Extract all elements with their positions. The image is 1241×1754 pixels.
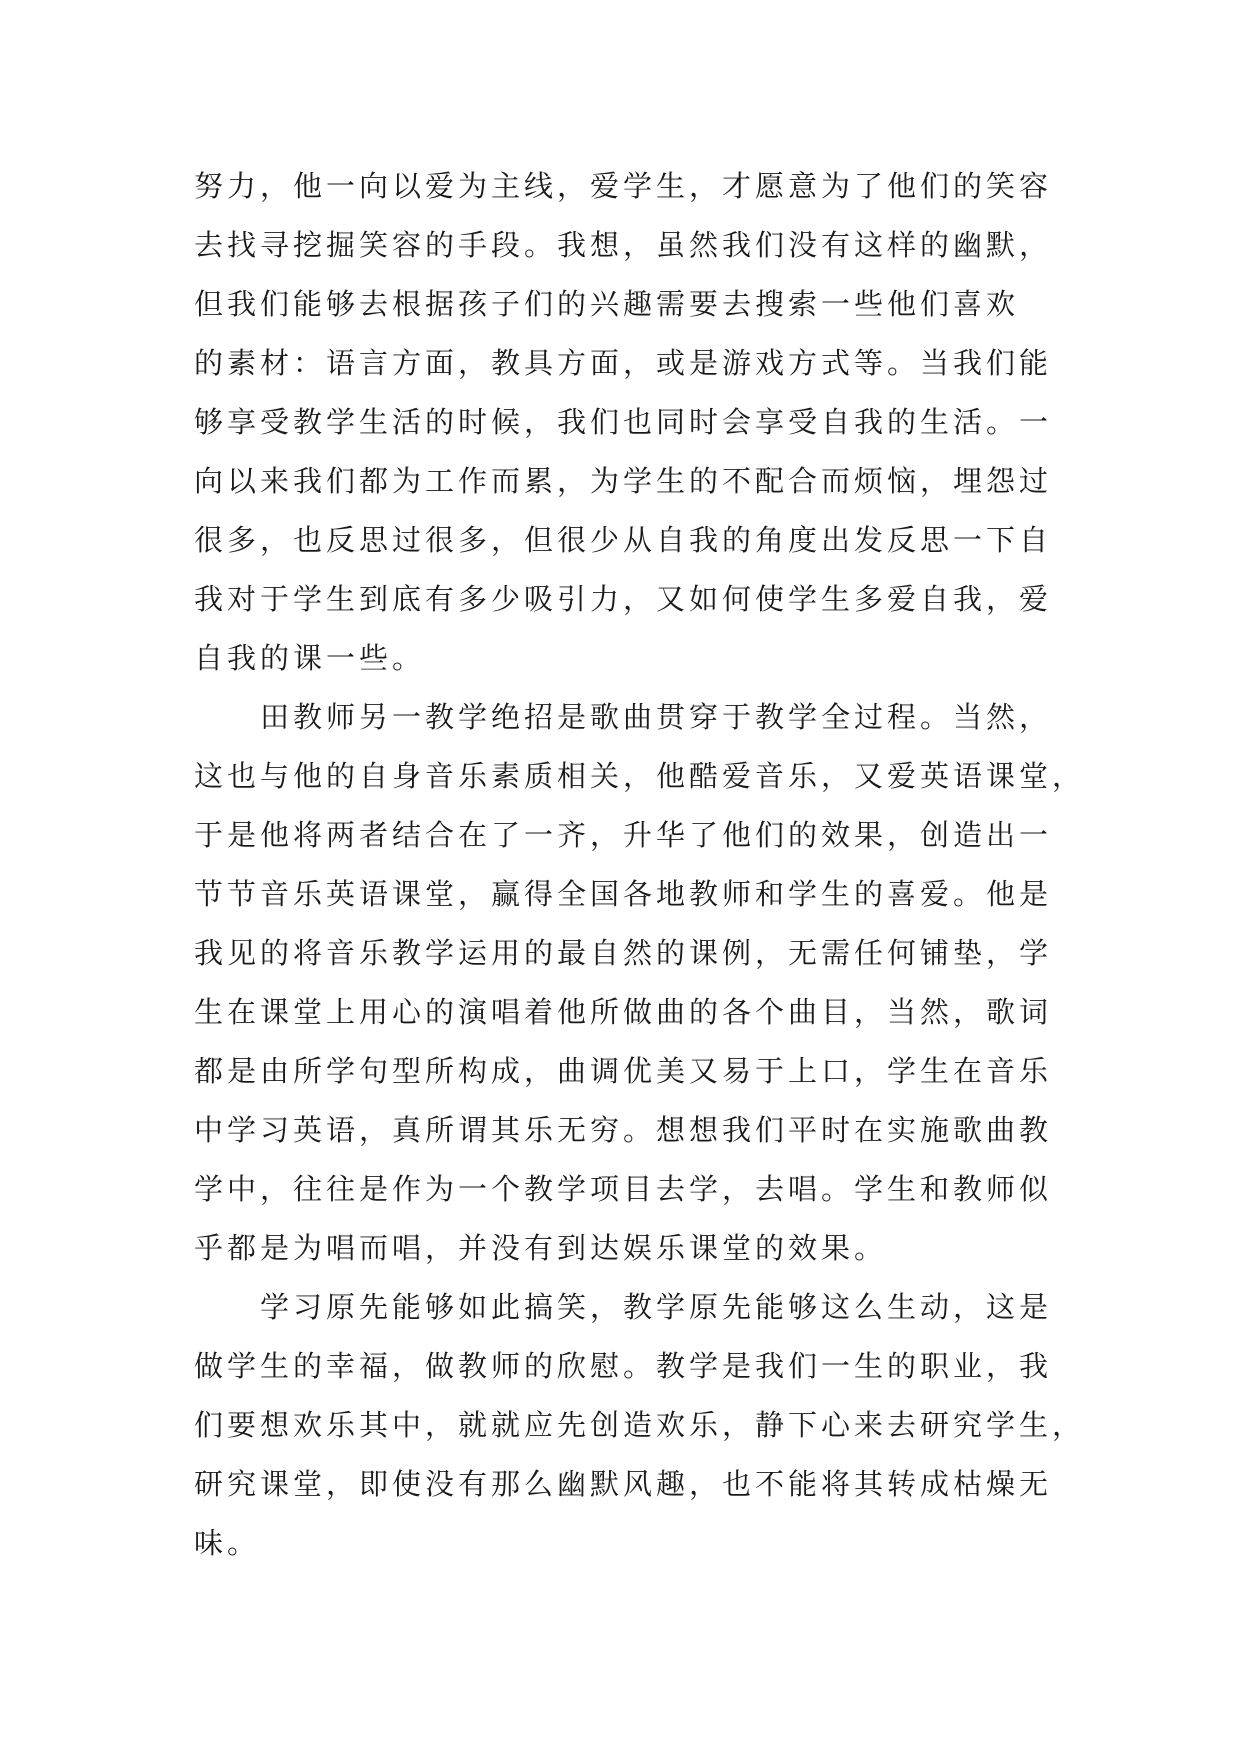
paragraph-line: 向以来我们都为工作而累，为学生的不配合而烦恼，埋怨过 xyxy=(194,464,1053,498)
paragraph-line: 我对于学生到底有多少吸引力，又如何使学生多爱自我，爱 xyxy=(194,582,1053,616)
paragraph-line: 学习原先能够如此搞笑，教学原先能够这么生动，这是 xyxy=(260,1290,1053,1324)
paragraph-line: 节节音乐英语课堂，赢得全国各地教师和学生的喜爱。他是 xyxy=(194,877,1053,911)
paragraph-line: 中学习英语，真所谓其乐无穷。想想我们平时在实施歌曲教 xyxy=(194,1113,1053,1147)
paragraph-line: 努力，他一向以爱为主线，爱学生，才愿意为了他们的笑容 xyxy=(194,169,1053,203)
paragraph-line: 的素材：语言方面，教具方面，或是游戏方式等。当我们能 xyxy=(194,346,1053,380)
paragraph-1 xyxy=(194,157,1074,688)
paragraph-line: 于是他将两者结合在了一齐，升华了他们的效果，创造出一 xyxy=(194,818,1053,852)
paragraph-line: 去找寻挖掘笑容的手段。我想，虽然我们没有这样的幽默， xyxy=(194,228,1053,262)
paragraph-line: 都是由所学句型所构成，曲调优美又易于上口，学生在音乐 xyxy=(194,1054,1053,1088)
paragraph-2 xyxy=(194,688,1086,1278)
paragraph-line: 生在课堂上用心的演唱着他所做曲的各个曲目，当然，歌词 xyxy=(194,995,1053,1029)
paragraph-line: 很多，也反思过很多，但很少从自我的角度出发反思一下自 xyxy=(194,523,1053,557)
paragraph-line: 自我的课一些。 xyxy=(194,641,426,675)
paragraph-3 xyxy=(194,1278,1086,1573)
paragraph-line: 但我们能够去根据孩子们的兴趣需要去搜索一些他们喜欢 xyxy=(194,287,1020,321)
paragraph-line: 研究课堂，即使没有那么幽默风趣，也不能将其转成枯燥无 xyxy=(194,1467,1053,1501)
paragraph-line: 学中，往往是作为一个教学项目去学，去唱。学生和教师似 xyxy=(194,1172,1053,1206)
paragraph-line: 乎都是为唱而唱，并没有到达娱乐课堂的效果。 xyxy=(194,1231,888,1265)
paragraph-line: 田教师另一教学绝招是歌曲贯穿于教学全过程。当然， xyxy=(260,700,1053,734)
paragraph-line: 我见的将音乐教学运用的最自然的课例，无需任何铺垫，学 xyxy=(194,936,1053,970)
paragraph-line: 味。 xyxy=(194,1526,261,1560)
paragraph-line: 够享受教学生活的时候，我们也同时会享受自我的生活。一 xyxy=(194,405,1053,439)
paragraph-line: 这也与他的自身音乐素质相关，他酷爱音乐，又爱英语课堂， xyxy=(194,759,1086,793)
document-body xyxy=(194,157,1086,1573)
paragraph-line: 做学生的幸福，做教师的欣慰。教学是我们一生的职业，我 xyxy=(194,1349,1053,1383)
paragraph-line: 们要想欢乐其中，就就应先创造欢乐，静下心来去研究学生， xyxy=(194,1408,1086,1442)
